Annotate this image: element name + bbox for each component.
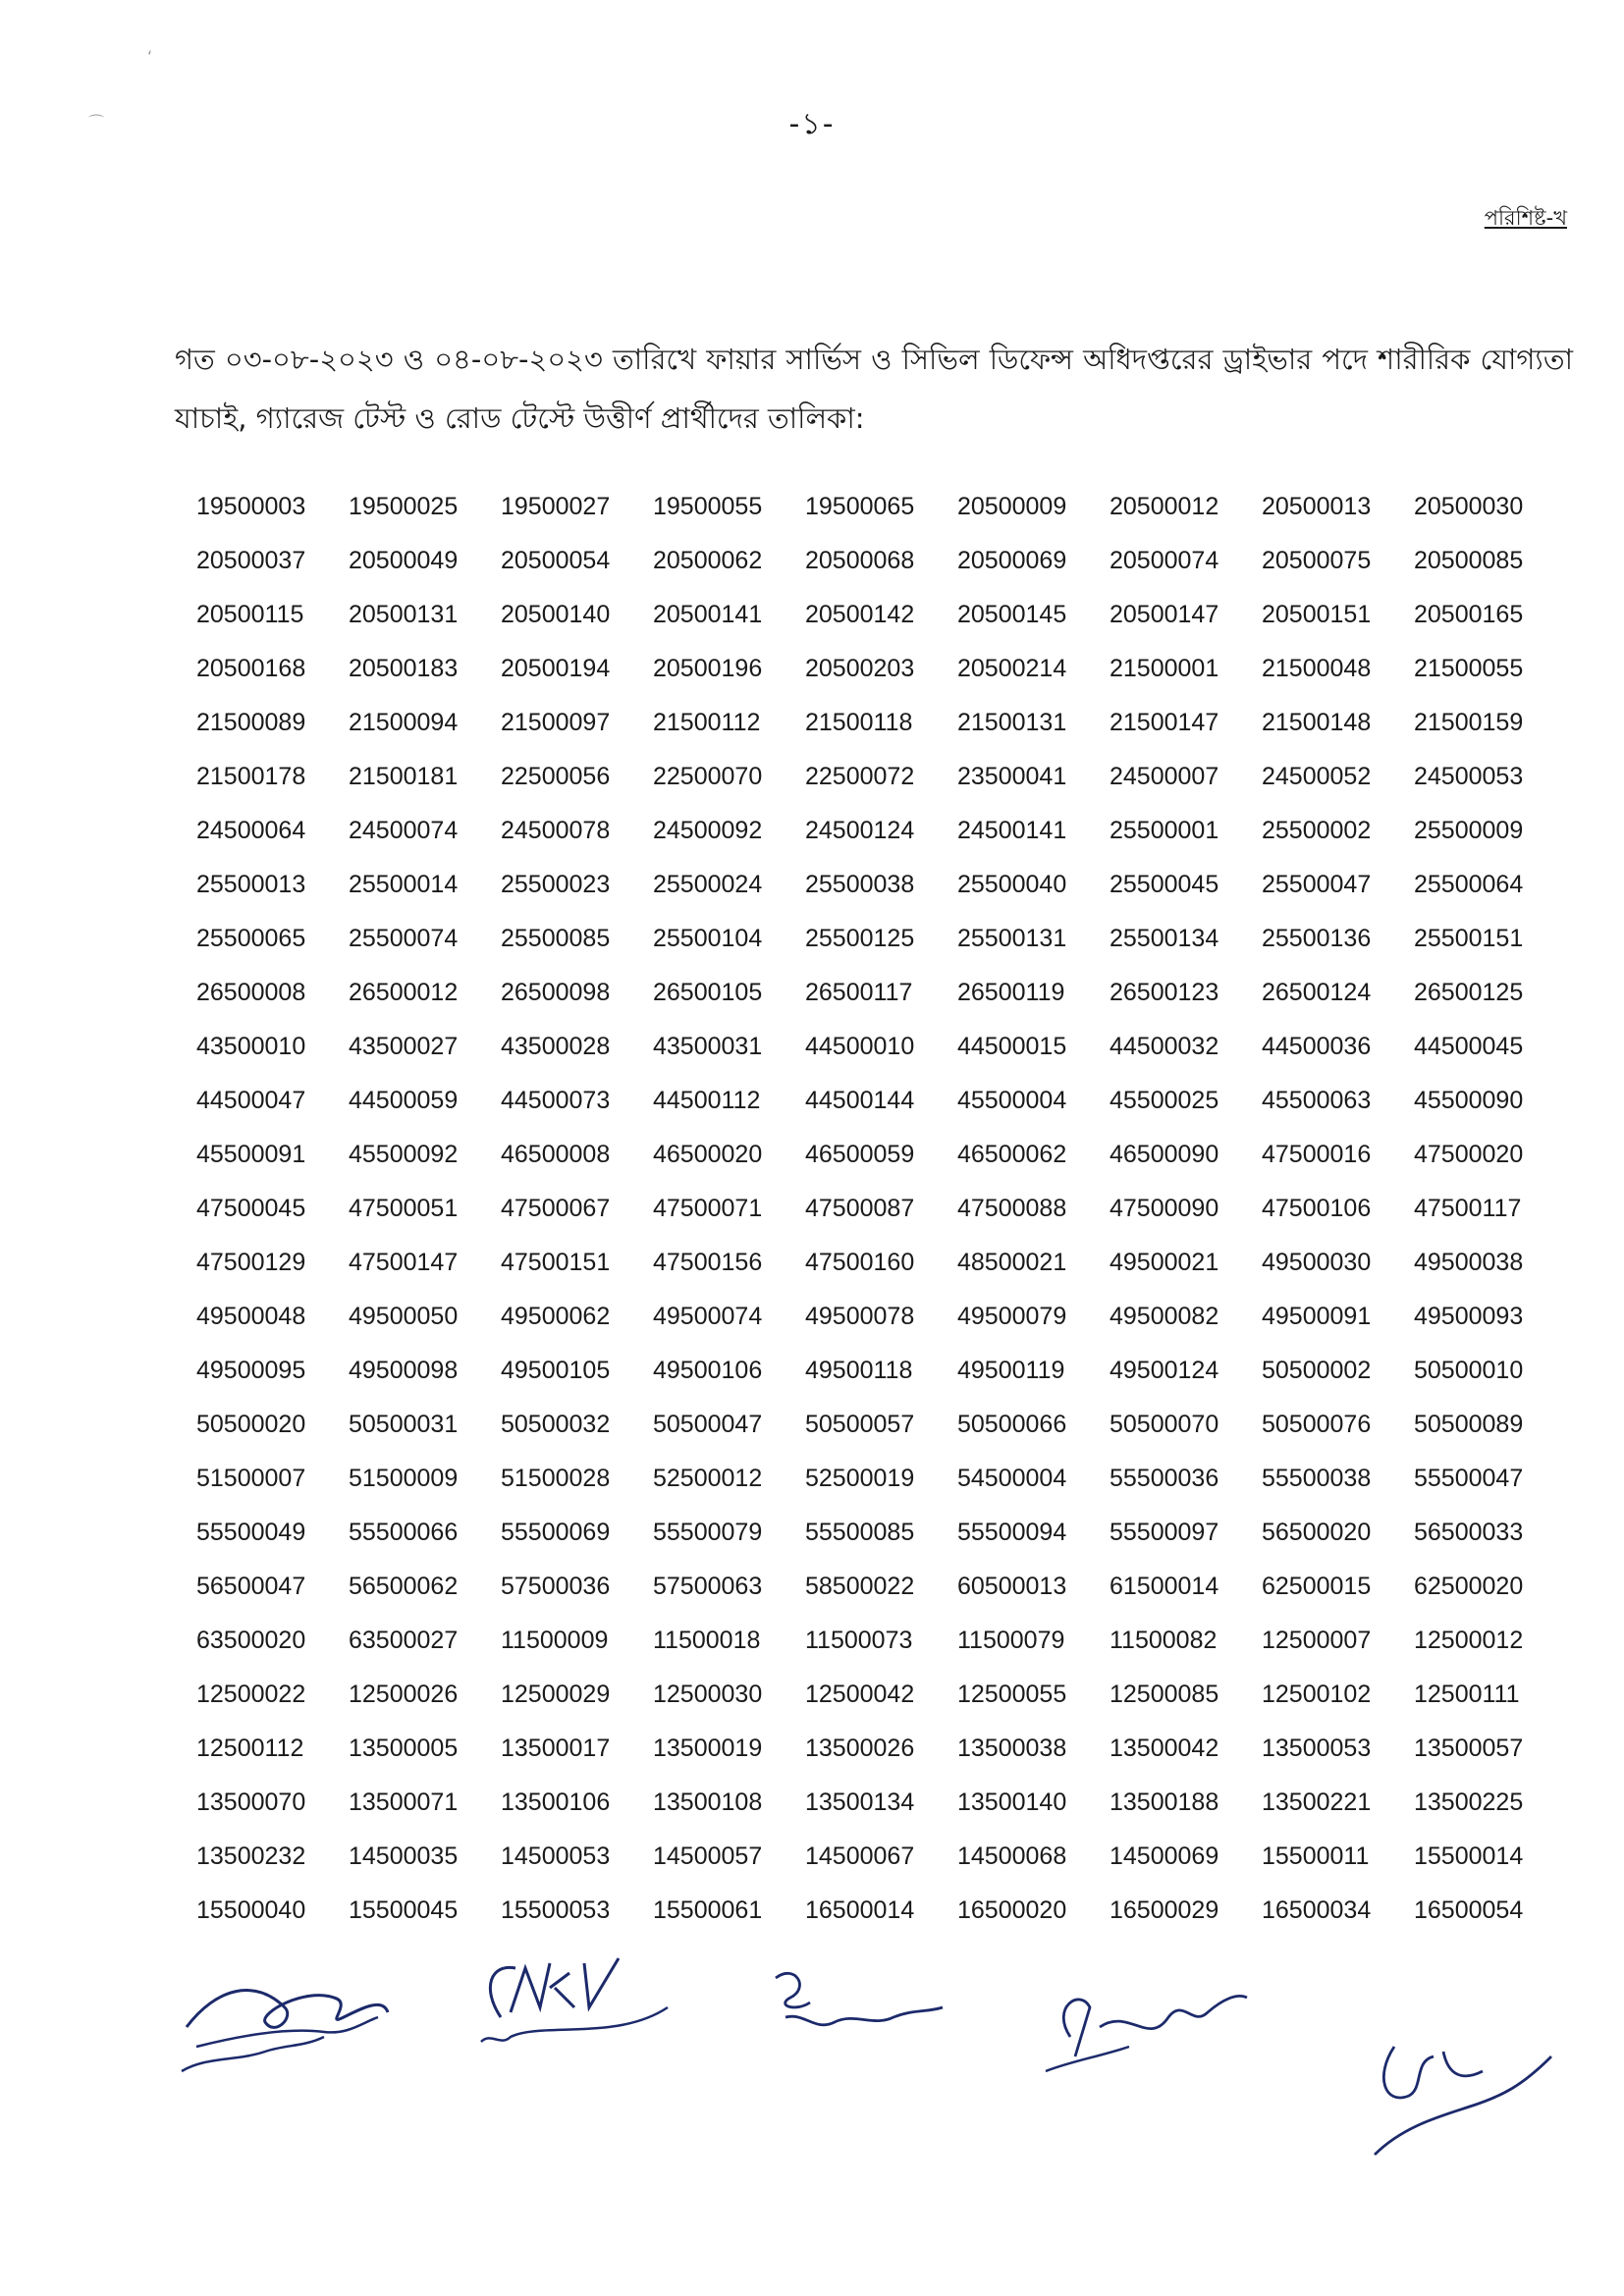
roll-number: 11500082	[1110, 1627, 1218, 1654]
roll-number: 56500033	[1414, 1519, 1524, 1546]
roll-number: 47500088	[957, 1195, 1067, 1222]
roll-number: 26500098	[501, 979, 611, 1006]
roll-number: 25500014	[349, 871, 459, 898]
roll-number: 21500048	[1262, 655, 1372, 682]
roll-number: 25500038	[805, 871, 915, 898]
roll-number: 54500004	[957, 1465, 1067, 1492]
roll-number: 63500027	[349, 1627, 459, 1654]
roll-number: 20500145	[957, 601, 1067, 628]
roll-number: 13500188	[1110, 1789, 1219, 1816]
roll-number: 20500140	[501, 601, 611, 628]
roll-number: 24500092	[653, 817, 763, 844]
roll-number: 51500007	[196, 1465, 306, 1492]
roll-number: 50500070	[1110, 1411, 1219, 1438]
roll-number: 12500007	[1262, 1627, 1372, 1654]
roll-number: 20500165	[1414, 601, 1524, 628]
roll-number: 49500106	[653, 1357, 763, 1384]
roll-number: 11500073	[805, 1627, 913, 1654]
roll-number: 13500140	[957, 1789, 1067, 1816]
roll-number: 20500115	[196, 601, 304, 628]
roll-number: 47500117	[1414, 1195, 1522, 1222]
roll-number: 15500045	[349, 1896, 459, 1924]
roll-number: 14500069	[1110, 1842, 1219, 1870]
roll-number: 20500168	[196, 655, 306, 682]
roll-number: 20500203	[805, 655, 915, 682]
roll-number: 49500079	[957, 1303, 1067, 1330]
roll-number: 47500147	[349, 1249, 459, 1276]
roll-number: 49500038	[1414, 1249, 1524, 1276]
roll-number: 24500007	[1110, 763, 1219, 790]
scan-mark: ‘	[147, 47, 153, 66]
roll-number: 63500020	[196, 1627, 306, 1654]
roll-number: 24500074	[349, 817, 459, 844]
roll-number: 49500098	[349, 1357, 459, 1384]
roll-number: 13500134	[805, 1789, 915, 1816]
roll-number: 25500013	[196, 871, 306, 898]
roll-number: 58500022	[805, 1573, 915, 1600]
roll-number: 21500097	[501, 709, 611, 736]
roll-number: 15500014	[1414, 1842, 1524, 1870]
roll-number: 49500095	[196, 1357, 306, 1384]
roll-number: 25500064	[1414, 871, 1524, 898]
roll-number: 19500065	[805, 493, 915, 520]
roll-number: 12500026	[349, 1681, 459, 1708]
roll-number: 47500067	[501, 1195, 611, 1222]
signature-5	[1355, 2017, 1581, 2174]
roll-number: 20500069	[957, 547, 1067, 574]
roll-number: 24500124	[805, 817, 915, 844]
roll-number: 22500056	[501, 763, 611, 790]
roll-number: 45500090	[1414, 1087, 1524, 1114]
roll-number: 25500074	[349, 925, 459, 952]
roll-number: 25500045	[1110, 871, 1219, 898]
roll-number: 52500019	[805, 1465, 915, 1492]
roll-number: 26500124	[1262, 979, 1372, 1006]
roll-number: 49500021	[1110, 1249, 1219, 1276]
roll-number: 11500079	[957, 1627, 1065, 1654]
roll-number: 49500048	[196, 1303, 306, 1330]
roll-number: 20500142	[805, 601, 915, 628]
signature-1	[177, 1968, 412, 2086]
roll-number: 20500049	[349, 547, 459, 574]
roll-number: 25500040	[957, 871, 1067, 898]
roll-number: 20500012	[1110, 493, 1219, 520]
roll-number: 56500047	[196, 1573, 306, 1600]
roll-number: 13500106	[501, 1789, 611, 1816]
roll-number: 44500036	[1262, 1033, 1372, 1060]
roll-number: 43500010	[196, 1033, 306, 1060]
roll-number: 55500066	[349, 1519, 459, 1546]
roll-number: 21500089	[196, 709, 306, 736]
roll-number: 26500117	[805, 979, 913, 1006]
roll-number: 25500104	[653, 925, 763, 952]
roll-number: 13500053	[1262, 1735, 1372, 1762]
roll-number: 46500059	[805, 1141, 915, 1168]
roll-number: 20500183	[349, 655, 459, 682]
roll-number: 55500036	[1110, 1465, 1219, 1492]
roll-number: 25500085	[501, 925, 611, 952]
roll-number: 25500131	[957, 925, 1067, 952]
roll-number: 25500002	[1262, 817, 1372, 844]
roll-number: 21500181	[349, 763, 459, 790]
roll-number: 47500071	[653, 1195, 763, 1222]
roll-number: 49500082	[1110, 1303, 1219, 1330]
roll-number: 43500031	[653, 1033, 763, 1060]
roll-number: 49500105	[501, 1357, 611, 1384]
roll-number: 19500003	[196, 493, 306, 520]
roll-number: 50500089	[1414, 1411, 1524, 1438]
roll-number: 50500066	[957, 1411, 1067, 1438]
roll-number-grid	[196, 493, 1571, 1950]
roll-number: 20500074	[1110, 547, 1219, 574]
roll-number: 62500020	[1414, 1573, 1524, 1600]
roll-number: 55500069	[501, 1519, 611, 1546]
roll-number: 16500020	[957, 1896, 1067, 1924]
roll-number: 46500008	[501, 1141, 611, 1168]
roll-number: 25500001	[1110, 817, 1219, 844]
roll-number: 14500057	[653, 1842, 763, 1870]
roll-number: 55500047	[1414, 1465, 1524, 1492]
roll-number: 15500011	[1262, 1842, 1370, 1870]
roll-number: 13500070	[196, 1789, 306, 1816]
roll-number: 14500067	[805, 1842, 915, 1870]
roll-number: 50500076	[1262, 1411, 1372, 1438]
roll-number: 49500119	[957, 1357, 1065, 1384]
roll-number: 20500009	[957, 493, 1067, 520]
roll-number: 14500053	[501, 1842, 611, 1870]
roll-number: 20500141	[653, 601, 763, 628]
roll-number: 19500055	[653, 493, 763, 520]
roll-number: 62500015	[1262, 1573, 1372, 1600]
roll-number: 24500053	[1414, 763, 1524, 790]
roll-number: 45500025	[1110, 1087, 1219, 1114]
roll-number: 44500032	[1110, 1033, 1219, 1060]
roll-number: 26500119	[957, 979, 1065, 1006]
roll-number: 13500071	[349, 1789, 459, 1816]
roll-number: 21500178	[196, 763, 306, 790]
roll-number: 49500078	[805, 1303, 915, 1330]
roll-number: 50500057	[805, 1411, 915, 1438]
roll-number: 24500052	[1262, 763, 1372, 790]
roll-number: 46500090	[1110, 1141, 1219, 1168]
roll-number: 26500123	[1110, 979, 1219, 1006]
roll-number: 50500032	[501, 1411, 611, 1438]
roll-number: 20500214	[957, 655, 1067, 682]
roll-number: 19500025	[349, 493, 459, 520]
roll-number: 45500091	[196, 1141, 306, 1168]
roll-number: 15500053	[501, 1896, 611, 1924]
roll-number: 45500063	[1262, 1087, 1372, 1114]
roll-number: 13500005	[349, 1735, 459, 1762]
roll-number: 47500087	[805, 1195, 915, 1222]
roll-number: 23500041	[957, 763, 1067, 790]
roll-number: 60500013	[957, 1573, 1067, 1600]
roll-number: 55500094	[957, 1519, 1067, 1546]
roll-number: 55500038	[1262, 1465, 1372, 1492]
roll-number: 24500064	[196, 817, 306, 844]
roll-number: 20500131	[349, 601, 459, 628]
roll-number: 47500106	[1262, 1195, 1372, 1222]
roll-number: 25500047	[1262, 871, 1372, 898]
roll-number: 21500131	[957, 709, 1067, 736]
document-heading: গত ০৩-০৮-২০২৩ ও ০৪-০৮-২০২৩ তারিখে ফায়ার সার্ভিস ও সিভিল ডিফেন্স অধিদপ্তরের ড্রাইভার পদে শারীরিক যোগ্যতা যাচাই, গ্যারেজ টেস্ট ও রোড টেস্টে উত্তীর্ণ প্রার্থীদের তালিকা:	[175, 343, 1573, 435]
roll-number: 19500027	[501, 493, 611, 520]
roll-number: 43500027	[349, 1033, 459, 1060]
roll-number: 14500068	[957, 1842, 1067, 1870]
roll-number: 13500225	[1414, 1789, 1524, 1816]
roll-number: 55500079	[653, 1519, 763, 1546]
roll-number: 55500097	[1110, 1519, 1219, 1546]
signature-3	[756, 1958, 952, 2066]
roll-number: 13500221	[1262, 1789, 1372, 1816]
roll-number: 52500012	[653, 1465, 763, 1492]
roll-number: 13500232	[196, 1842, 306, 1870]
roll-number: 49500074	[653, 1303, 763, 1330]
roll-number: 45500092	[349, 1141, 459, 1168]
roll-number: 26500105	[653, 979, 763, 1006]
roll-number: 25500134	[1110, 925, 1219, 952]
roll-number: 20500013	[1262, 493, 1372, 520]
roll-number: 25500024	[653, 871, 763, 898]
roll-number: 43500028	[501, 1033, 611, 1060]
roll-number: 49500118	[805, 1357, 913, 1384]
roll-number: 50500047	[653, 1411, 763, 1438]
roll-number: 24500141	[957, 817, 1067, 844]
roll-number: 20500062	[653, 547, 763, 574]
roll-number: 22500072	[805, 763, 915, 790]
roll-number: 12500029	[501, 1681, 611, 1708]
roll-number: 44500073	[501, 1087, 611, 1114]
roll-number: 20500030	[1414, 493, 1524, 520]
roll-number: 20500075	[1262, 547, 1372, 574]
roll-number: 16500034	[1262, 1896, 1372, 1924]
roll-number: 21500148	[1262, 709, 1372, 736]
roll-number: 55500049	[196, 1519, 306, 1546]
roll-number: 12500055	[957, 1681, 1067, 1708]
signature-row	[177, 1949, 1591, 2184]
roll-number: 13500019	[653, 1735, 763, 1762]
roll-number: 13500026	[805, 1735, 915, 1762]
roll-number: 44500144	[805, 1087, 915, 1114]
roll-number: 20500037	[196, 547, 306, 574]
roll-number: 44500047	[196, 1087, 306, 1114]
roll-number: 46500020	[653, 1141, 763, 1168]
roll-number: 61500014	[1110, 1573, 1219, 1600]
roll-number: 47500016	[1262, 1141, 1372, 1168]
roll-number: 47500160	[805, 1249, 915, 1276]
roll-number: 56500020	[1262, 1519, 1372, 1546]
roll-number: 56500062	[349, 1573, 459, 1600]
roll-number: 49500050	[349, 1303, 459, 1330]
roll-number: 13500108	[653, 1789, 763, 1816]
roll-number: 21500055	[1414, 655, 1524, 682]
signature-2	[471, 1949, 687, 2066]
roll-number: 26500008	[196, 979, 306, 1006]
roll-number: 44500045	[1414, 1033, 1524, 1060]
roll-number: 57500036	[501, 1573, 611, 1600]
roll-number: 50500031	[349, 1411, 459, 1438]
roll-number: 12500012	[1414, 1627, 1524, 1654]
roll-number: 16500029	[1110, 1896, 1219, 1924]
roll-number: 51500028	[501, 1465, 611, 1492]
roll-number: 49500062	[501, 1303, 611, 1330]
roll-number: 16500054	[1414, 1896, 1524, 1924]
appendix-label: পরিশিষ্ট-খ	[1484, 206, 1567, 230]
roll-number: 46500062	[957, 1141, 1067, 1168]
roll-number: 25500125	[805, 925, 915, 952]
roll-number: 47500051	[349, 1195, 459, 1222]
roll-number: 47500020	[1414, 1141, 1524, 1168]
roll-number: 47500045	[196, 1195, 306, 1222]
roll-number: 49500030	[1262, 1249, 1372, 1276]
roll-number: 51500009	[349, 1465, 459, 1492]
roll-number: 26500125	[1414, 979, 1524, 1006]
roll-number: 12500111	[1414, 1681, 1520, 1708]
roll-number: 47500151	[501, 1249, 611, 1276]
roll-number: 50500002	[1262, 1357, 1372, 1384]
roll-number: 25500151	[1414, 925, 1524, 952]
roll-number: 20500151	[1262, 601, 1372, 628]
roll-number: 55500085	[805, 1519, 915, 1546]
roll-number: 25500009	[1414, 817, 1524, 844]
roll-number: 47500090	[1110, 1195, 1219, 1222]
roll-number: 25500136	[1262, 925, 1372, 952]
roll-number: 11500018	[653, 1627, 761, 1654]
roll-number: 44500015	[957, 1033, 1067, 1060]
roll-number: 15500040	[196, 1896, 306, 1924]
roll-number: 13500038	[957, 1735, 1067, 1762]
roll-number: 11500009	[501, 1627, 609, 1654]
roll-number: 12500112	[196, 1735, 304, 1762]
roll-number: 13500017	[501, 1735, 611, 1762]
roll-number: 12500042	[805, 1681, 915, 1708]
roll-number: 12500102	[1262, 1681, 1372, 1708]
roll-number: 44500059	[349, 1087, 459, 1114]
roll-number: 20500054	[501, 547, 611, 574]
roll-number: 12500030	[653, 1681, 763, 1708]
roll-number: 24500078	[501, 817, 611, 844]
roll-number: 14500035	[349, 1842, 459, 1870]
roll-number: 20500147	[1110, 601, 1219, 628]
roll-number: 49500124	[1110, 1357, 1219, 1384]
roll-number: 16500014	[805, 1896, 915, 1924]
roll-number: 49500091	[1262, 1303, 1372, 1330]
signature-4	[1031, 1968, 1257, 2086]
roll-number: 21500112	[653, 709, 761, 736]
roll-number: 26500012	[349, 979, 459, 1006]
roll-number: 45500004	[957, 1087, 1067, 1114]
roll-number: 22500070	[653, 763, 763, 790]
scan-mark: ⌒	[88, 113, 105, 132]
roll-number: 20500085	[1414, 547, 1524, 574]
roll-number: 49500093	[1414, 1303, 1524, 1330]
roll-number: 47500129	[196, 1249, 306, 1276]
roll-number: 21500118	[805, 709, 913, 736]
roll-number: 50500010	[1414, 1357, 1524, 1384]
roll-number: 21500147	[1110, 709, 1219, 736]
roll-number: 50500020	[196, 1411, 306, 1438]
roll-number: 57500063	[653, 1573, 763, 1600]
page-number: -১-	[788, 107, 836, 141]
roll-number: 20500068	[805, 547, 915, 574]
roll-number: 20500194	[501, 655, 611, 682]
roll-number: 44500010	[805, 1033, 915, 1060]
roll-number: 21500094	[349, 709, 459, 736]
roll-number: 21500001	[1110, 655, 1219, 682]
roll-number: 25500023	[501, 871, 611, 898]
roll-number: 15500061	[653, 1896, 763, 1924]
roll-number: 20500196	[653, 655, 763, 682]
roll-number: 12500085	[1110, 1681, 1219, 1708]
roll-number: 21500159	[1414, 709, 1524, 736]
roll-number: 25500065	[196, 925, 306, 952]
roll-number: 13500057	[1414, 1735, 1524, 1762]
roll-number: 47500156	[653, 1249, 763, 1276]
roll-number: 44500112	[653, 1087, 761, 1114]
roll-number: 48500021	[957, 1249, 1067, 1276]
roll-number: 12500022	[196, 1681, 306, 1708]
roll-number: 13500042	[1110, 1735, 1219, 1762]
